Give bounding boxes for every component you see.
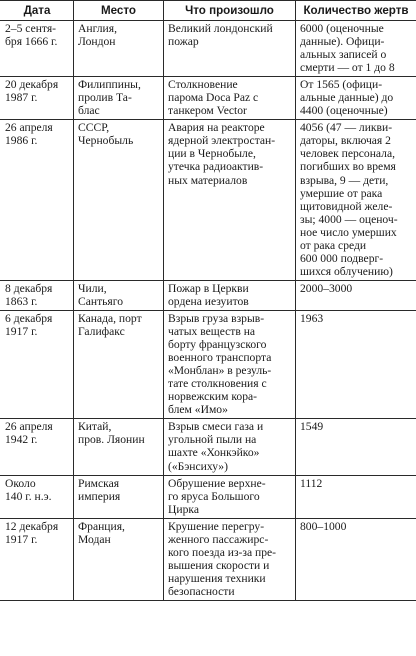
header-event: Что произошло <box>164 1 296 21</box>
header-place: Место <box>74 1 164 21</box>
cell-victims: 1549 <box>296 419 416 475</box>
cell-date: 6 декабря 1917 г. <box>1 310 74 418</box>
cell-victims: 6000 (оценочные данные). Офици- альных записей о смерти — от 1 до 8 <box>296 21 416 77</box>
cell-place: Филиппины, пролив Та- блас <box>74 77 164 120</box>
cell-event: Авария на реакторе ядерной электростан- ции в Чернобыле, утечка радиоактив- ных материалов <box>164 120 296 281</box>
cell-date: Около 140 г. н.э. <box>1 475 74 518</box>
cell-event: Взрыв смеси газа и угольной пыли на шахте «Хонкэйко» («Бэнсиху») <box>164 419 296 475</box>
cell-event: Крушение перегру- женного пассажирс- кого поезда из-за пре- вышения скорости и нарушения техники безопасности <box>164 518 296 600</box>
cell-place: СССР, Чернобыль <box>74 120 164 281</box>
table-row <box>1 21 416 77</box>
header-victims: Количество жертв <box>296 1 416 21</box>
table-row <box>1 518 416 600</box>
cell-event: Обрушение верхне- го яруса Большого Цирка <box>164 475 296 518</box>
table-row <box>1 120 416 281</box>
cell-event: Столкновение парома Doca Paz с танкером Vector <box>164 77 296 120</box>
cell-date: 12 декабря 1917 г. <box>1 518 74 600</box>
cell-date: 26 апреля 1942 г. <box>1 419 74 475</box>
table-row <box>1 475 416 518</box>
cell-event: Пожар в Церкви ордена иезуитов <box>164 280 296 310</box>
table-header-row <box>1 1 416 21</box>
cell-event: Взрыв груза взрыв- чатых веществ на борту французского военного транспорта «Монблан» в резуль- тате столкновения с норвежским кора- блем «Имо» <box>164 310 296 418</box>
table-row <box>1 77 416 120</box>
header-date: Дата <box>1 1 74 21</box>
cell-date: 26 апреля 1986 г. <box>1 120 74 281</box>
cell-place: Канада, порт Галифакс <box>74 310 164 418</box>
cell-victims: От 1565 (офици- альные данные) до 4400 (оценочные) <box>296 77 416 120</box>
cell-victims: 1963 <box>296 310 416 418</box>
cell-victims: 800–1000 <box>296 518 416 600</box>
table-row <box>1 419 416 475</box>
cell-place: Франция, Модан <box>74 518 164 600</box>
cell-date: 20 декабря 1987 г. <box>1 77 74 120</box>
cell-victims: 1112 <box>296 475 416 518</box>
cell-place: Чили, Сантьяго <box>74 280 164 310</box>
table-row <box>1 280 416 310</box>
table-row <box>1 310 416 418</box>
cell-victims: 2000–3000 <box>296 280 416 310</box>
cell-event: Великий лондонский пожар <box>164 21 296 77</box>
cell-place: Римская империя <box>74 475 164 518</box>
cell-place: Китай, пров. Ляонин <box>74 419 164 475</box>
cell-date: 2–5 сентя- бря 1666 г. <box>1 21 74 77</box>
cell-victims: 4056 (47 — ликви- даторы, включая 2 человек персонала, погибших во время взрыва, 9 — дети, умершие от рака щитовидной желе- зы; 4000 — оценоч- ное число умерших от рака среди 600 000 подверг- шихся облучению) <box>296 120 416 281</box>
cell-date: 8 декабря 1863 г. <box>1 280 74 310</box>
cell-place: Англия, Лондон <box>74 21 164 77</box>
